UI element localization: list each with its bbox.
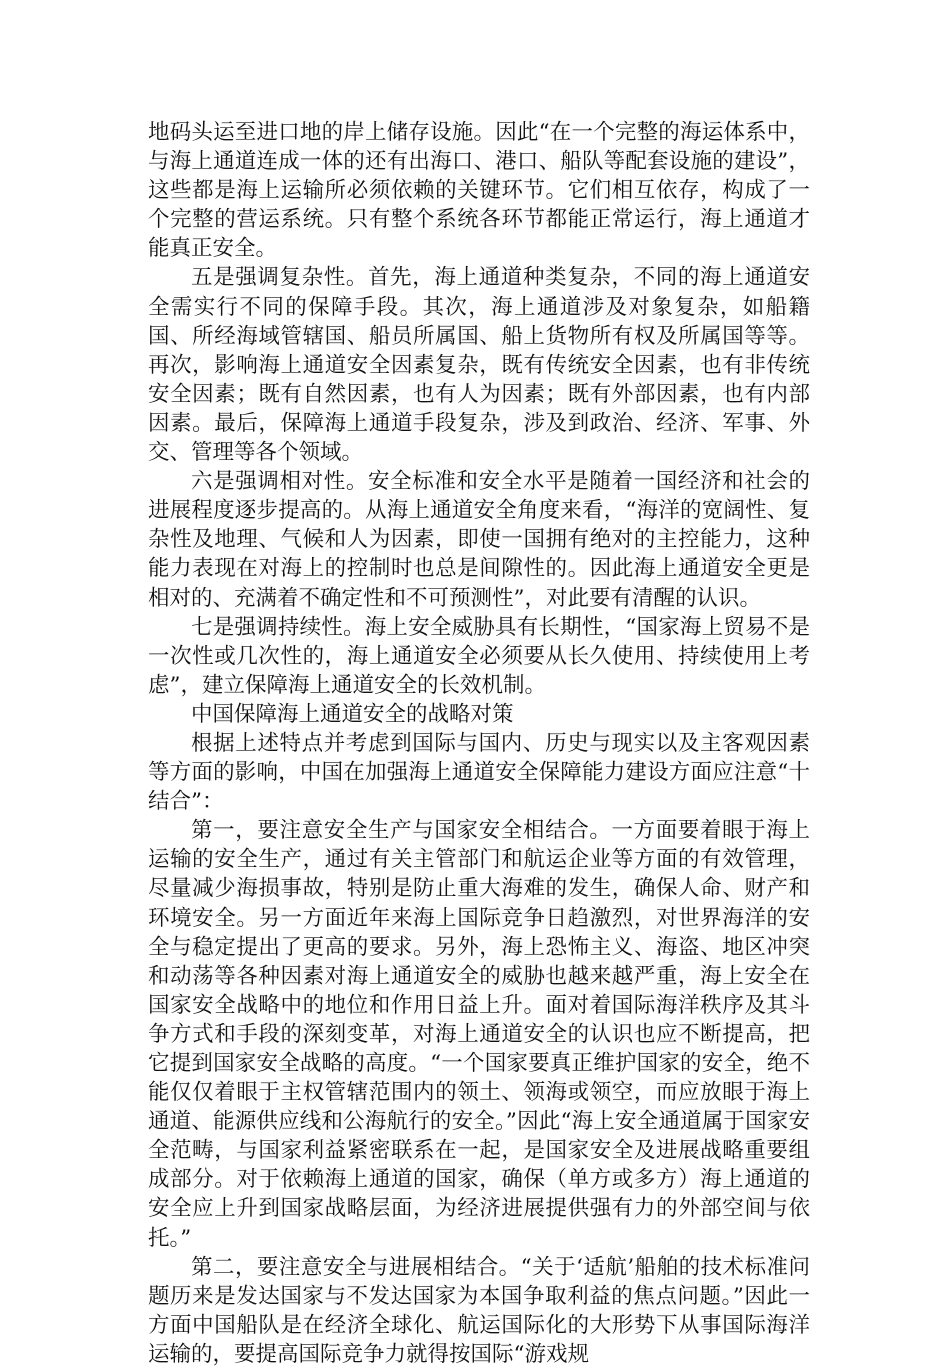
paragraph-2: 五是强调复杂性。首先，海上通道种类复杂，不同的海上通道安全需实行不同的保障手段。其次，海上通道涉及对象复杂，如船籍国、所经海域管辖国、船员所属国、船上货物所有权及所属国等等。再次，影响海上通道安全因素复杂，既有传统安全因素，也有非传统安全因素；既有自然因素，也有人为因素；既有外部因素，也有内部因素。最后，保障海上通道手段复杂，涉及到政治、经济、军事、外交、管理等各个领域。 <box>148 265 810 466</box>
section-heading: 中国保障海上通道安全的战略对策 <box>191 701 514 727</box>
document-page <box>148 118 810 1369</box>
paragraph-4: 七是强调持续性。海上安全威胁具有长期性，“国家海上贸易不是一次性或几次性的，海上通道安全必须要从长久使用、持续使用上考虑”，建立保障海上通道安全的长效机制。 <box>148 614 810 698</box>
paragraph-7: 第二，要注意安全与进展相结合。“关于‘适航’船舶的技术标准问题历来是发达国家与不发达国家为本国争取利益的焦点问题。”因此一方面中国船队是在经济全球化、航运国际化的大形势下从事国际海洋运输的，要提高国际竞争力就得按国际“游戏规 <box>148 1254 810 1367</box>
paragraph-1: 地码头运至进口地的岸上储存设施。因此“在一个完整的海运体系中，与海上通道连成一体的还有出海口、港口、船队等配套设施的建设”，这些都是海上运输所必须依赖的关键环节。它们相互依存，构成了一个完整的营运系统。只有整个系统各环节都能正常运行，海上通道才能真正安全。 <box>148 120 810 262</box>
paragraph-5: 根据上述特点并考虑到国际与国内、历史与现实以及主客观因素等方面的影响，中国在加强海上通道安全保障能力建设方面应注意“十结合”： <box>148 730 810 815</box>
paragraph-3: 六是强调相对性。安全标准和安全水平是随着一国经济和社会的进展程度逐步提高的。从海上通道安全角度来看，“海洋的宽阔性、复杂性及地理、气候和人为因素，即使一国拥有绝对的主控能力，这种能力表现在对海上的控制时也总是间隙性的。因此海上通道安全更是相对的、充满着不确定性和不可预测性”，对此要有清醒的认识。 <box>148 469 810 611</box>
paragraph-6: 第一，要注意安全生产与国家安全相结合。一方面要着眼于海上运输的安全生产，通过有关主管部门和航运企业等方面的有效管理，尽量减少海损事故，特别是防止重大海难的发生，确保人命、财产和环境安全。另一方面近年来海上国际竞争日趋激烈，对世界海洋的安全与稳定提出了更高的要求。另外，海上恐怖主义、海盗、地区冲突和动荡等各种因素对海上通道安全的威胁也越来越严重，海上安全在国家安全战略中的地位和作用日益上升。面对着国际海洋秩序及其斗争方式和手段的深刻变革，对海上通道安全的认识也应不断提高，把它提到国家安全战略的高度。“一个国家要真正维护国家的安全，绝不能仅仅着眼于主权管辖范围内的领土、领海或领空，而应放眼于海上通道、能源供应线和公海航行的安全。”因此“海上安全通道属于国家安全范畴，与国家利益紧密联系在一起，是国家安全及进展战略重要组成部分。对于依赖海上通道的国家，确保（单方或多方）海上通道的安全应上升到国家战略层面，为经济进展提供强有力的外部空间与依托。” <box>148 818 810 1251</box>
